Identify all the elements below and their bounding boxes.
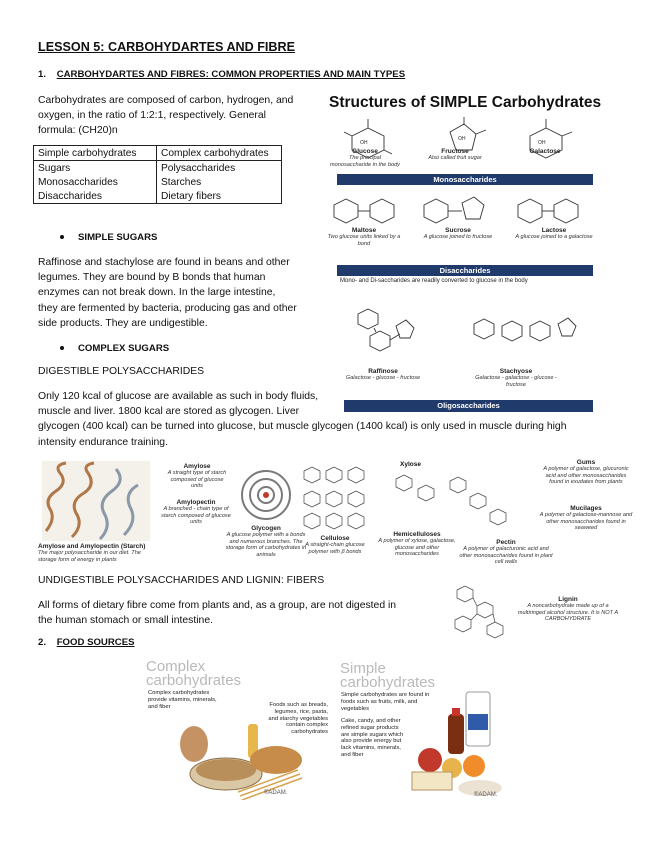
paragraph-line: legumes. They are bound by B bonds that human [38, 272, 266, 284]
fructose-label: Fructose [441, 148, 469, 155]
simple-desc: Simple carbohydrates are found in foods such as fruits, milk, and vegetables [341, 692, 430, 712]
intro-line: formula: (CH20)n [38, 125, 118, 137]
table-row [34, 161, 282, 176]
table-row [34, 189, 282, 204]
lignin-figure [447, 580, 627, 642]
monosaccharides-bar: Monosaccharides [337, 174, 593, 185]
lignin-structure [447, 580, 511, 642]
glucose-label: Glucose [352, 148, 378, 155]
paragraph-line: Raffinose and stachylose are found in beans and other [38, 257, 290, 268]
table-cell: Starches [157, 175, 282, 189]
maltose-label: Maltose [351, 227, 377, 234]
svg-text:OH: OH [458, 136, 466, 142]
complex-desc: Complex carbohydrates provide vitamins, minerals, and fiber [148, 690, 217, 710]
raffinose-desc: Galactose - glucose - fructose [345, 375, 421, 381]
hemicellulose-desc: A polymer of xylose, galactose, glucose and other monosaccharides [378, 538, 456, 558]
complex-foods-image [180, 714, 320, 800]
maltose-desc: Two glucose units linked by a bond [327, 234, 401, 247]
hemicellulose-label: Hemicelluloses [393, 531, 441, 538]
conversion-note: Mono- and Di-saccharides are readily converted to glucose in the body [340, 278, 528, 284]
raffinose-caption [338, 368, 428, 382]
section-1-heading [38, 69, 405, 80]
paragraph-line: they are fermented by bacteria, producing gas and other [38, 302, 297, 314]
table-cell: Polysaccharides [157, 161, 282, 176]
page-title: LESSON 5: CARBOHYDARTES AND FIBRE [38, 40, 296, 54]
amylose-label: Amylose [183, 463, 211, 470]
lignin-label: Lignin [558, 596, 578, 603]
intro-line: oxygen, in the ratio of 1:2:1, respectively. General [38, 110, 266, 122]
oligosaccharides-bar: Oligosaccharides [344, 400, 593, 412]
complex-title-line: Complex [146, 658, 206, 675]
paragraph-line: the human stomach or small intestine. [38, 615, 213, 627]
maltose-caption [326, 227, 402, 247]
paragraph-line: enzymes can not break down. In the large intestine, [38, 287, 276, 299]
gums-label: Gums [576, 459, 596, 466]
simple-desc-2: Cake, candy, and other refined sugar products are simple sugars which also provide energy but lack vitamins, minerals, and fiber [341, 718, 404, 758]
raffinose-label: Raffinose [368, 368, 398, 375]
intro-line: Carbohydrates are composed of carbon, hydrogen, and [38, 95, 294, 106]
table-cell: Monosaccharides [34, 175, 157, 189]
amylose-desc: A straight type of starch composed of glucose units [167, 470, 227, 490]
paragraph-line: glycogen (400 kcal) can be turned into glucose, but muscle glycogen (1400 kcal) is only used in muscle during high [38, 421, 567, 433]
starch-caption [38, 543, 150, 563]
carb-types-table [33, 145, 282, 204]
adam-logo-left: ®ADAM. [264, 790, 288, 796]
table-cell: Disaccharides [34, 189, 157, 204]
glycogen-caption [224, 525, 308, 558]
figure-title: Structures of SIMPLE Carbohydrates [329, 94, 602, 111]
adam-logo-right: ®ADAM. [474, 792, 498, 798]
section-2-number: 2. [38, 637, 47, 648]
amylopectin-caption [158, 499, 234, 526]
starch-desc: The major polysaccharide in our diet. The storage form of energy in plants [38, 550, 141, 563]
table-header-row [34, 146, 282, 161]
complex-title-line: carbohydrates [146, 672, 242, 689]
fructose-desc: Also called fruit sugar [428, 155, 482, 161]
svg-text:OH: OH [538, 140, 546, 146]
paragraph-line: All forms of dietary fibre come from plants and, as a group, are not digested in [38, 600, 397, 611]
lignin-caption [513, 596, 623, 623]
fiber-structures [300, 461, 520, 541]
mucilages-caption [538, 505, 634, 532]
starch-helix-image [42, 461, 150, 541]
stachyose-desc: Galactose - galactose - glucose - fructose [475, 375, 557, 388]
glucose-desc: The principal monosaccharide in the body [330, 155, 400, 168]
xylose-label: Xylose [400, 461, 421, 468]
simple-title-line: Simple [340, 660, 386, 677]
fibers-heading: UNDIGESTIBLE POLYSACCHARIDES AND LIGNIN: FIBERS [38, 575, 325, 586]
galactose-caption [510, 148, 580, 155]
cellulose-desc: A straight-chain glucose polymer with β bonds [305, 542, 365, 555]
digestible-heading: DIGESTIBLE POLYSACCHARIDES [38, 366, 205, 377]
lactose-caption [514, 227, 594, 241]
section-2-heading [38, 637, 135, 648]
simple-title-line: carbohydrates [340, 674, 436, 691]
section-2-title: FOOD SOURCES [56, 637, 135, 648]
amylose-caption [164, 463, 230, 490]
table-header: Complex carbohydrates [157, 146, 282, 161]
table-row [34, 175, 282, 189]
lactose-label: Lactose [541, 227, 567, 234]
section-1-title: CARBOHYDARTES AND FIBRES: COMMON PROPERTIES AND MAIN TYPES [56, 69, 406, 80]
glycogen-label: Glycogen [251, 525, 281, 532]
stachyose-caption [466, 368, 566, 388]
glycogen-desc: A glucose polymer with a bonds and numerous branches. The storage form of carbohydrates in animals [225, 532, 307, 558]
paragraph-line: muscle and liver. 1800 kcal are stored as glycogen. Liver [38, 406, 300, 418]
galactose-label: Galactose [529, 148, 561, 155]
fructose-caption [420, 148, 490, 162]
section-1-number: 1. [38, 69, 47, 80]
amylopectin-label: Amylopectin [176, 499, 216, 506]
stachyose-label: Stachyose [499, 368, 533, 375]
simple-sugars-label: SIMPLE SUGARS [78, 232, 158, 243]
oligosaccharide-structures [346, 306, 590, 364]
disaccharides-bar: Disaccharides [337, 265, 593, 276]
lignin-desc: A noncarbohydrate made up of a multiringed alcohol structure. It is NOT A CARBOHYDRATE [517, 603, 619, 623]
bullet-icon [60, 346, 64, 350]
complex-foods: Foods such as breads, legumes, rice, pasta, and starchy vegetables contain complex carbohydrates [268, 702, 328, 736]
food-sources-figure [140, 658, 505, 808]
sucrose-desc: A glucose joined to fructose [423, 234, 493, 240]
sucrose-caption [420, 227, 496, 241]
pectin-desc: A polymer of galacturonic acid and other monosaccharides found in plant cell walls [459, 546, 553, 566]
cellulose-caption [300, 535, 370, 555]
pectin-label: Pectin [496, 539, 516, 546]
table-cell: Dietary fibers [157, 189, 282, 204]
simple-foods-image [402, 684, 506, 804]
lactose-desc: A glucose joined to a galactose [515, 234, 593, 240]
polysaccharides-figure [38, 459, 636, 569]
cellulose-label: Cellulose [320, 535, 350, 542]
mucilages-label: Mucilages [570, 505, 602, 512]
simple-sugars-heading [60, 232, 157, 243]
glucose-caption [330, 148, 400, 168]
bullet-icon [60, 235, 64, 239]
paragraph-line: Only 120 kcal of glucose are available as such in body fluids, [38, 391, 319, 402]
complex-sugars-label: COMPLEX SUGARS [78, 343, 170, 354]
complex-sugars-heading [60, 343, 169, 354]
gums-desc: A polymer of galactose, glucuronic acid and other monosaccharides found in exudates from plants [543, 466, 629, 486]
amylopectin-desc: A branched - chain type of starch composed of glucose units [161, 506, 231, 526]
simple-sugars-paragraph [38, 255, 323, 331]
glycogen-image [236, 463, 296, 527]
hemicellulose-caption [376, 531, 458, 558]
sucrose-label: Sucrose [445, 227, 471, 234]
fibers-paragraph [38, 598, 428, 628]
table-header: Simple carbohydrates [34, 146, 157, 161]
intro-paragraph [38, 93, 323, 139]
paragraph-line: side products. They are undigestible. [38, 317, 208, 329]
table-cell: Sugars [34, 161, 157, 176]
simple-carbs-figure [326, 92, 602, 414]
starch-label: Amylose and Amylopectin (Starch) [38, 543, 146, 550]
svg-text:OH: OH [360, 140, 368, 146]
gums-caption [538, 459, 634, 486]
mucilages-desc: A polymer of galactose-mannose and other monosaccharides found in seaweed [539, 512, 633, 532]
complex-title [146, 660, 241, 688]
pectin-caption [458, 539, 554, 566]
paragraph-line: intensity endurance training. [38, 436, 168, 448]
disaccharide-structures [330, 189, 592, 231]
